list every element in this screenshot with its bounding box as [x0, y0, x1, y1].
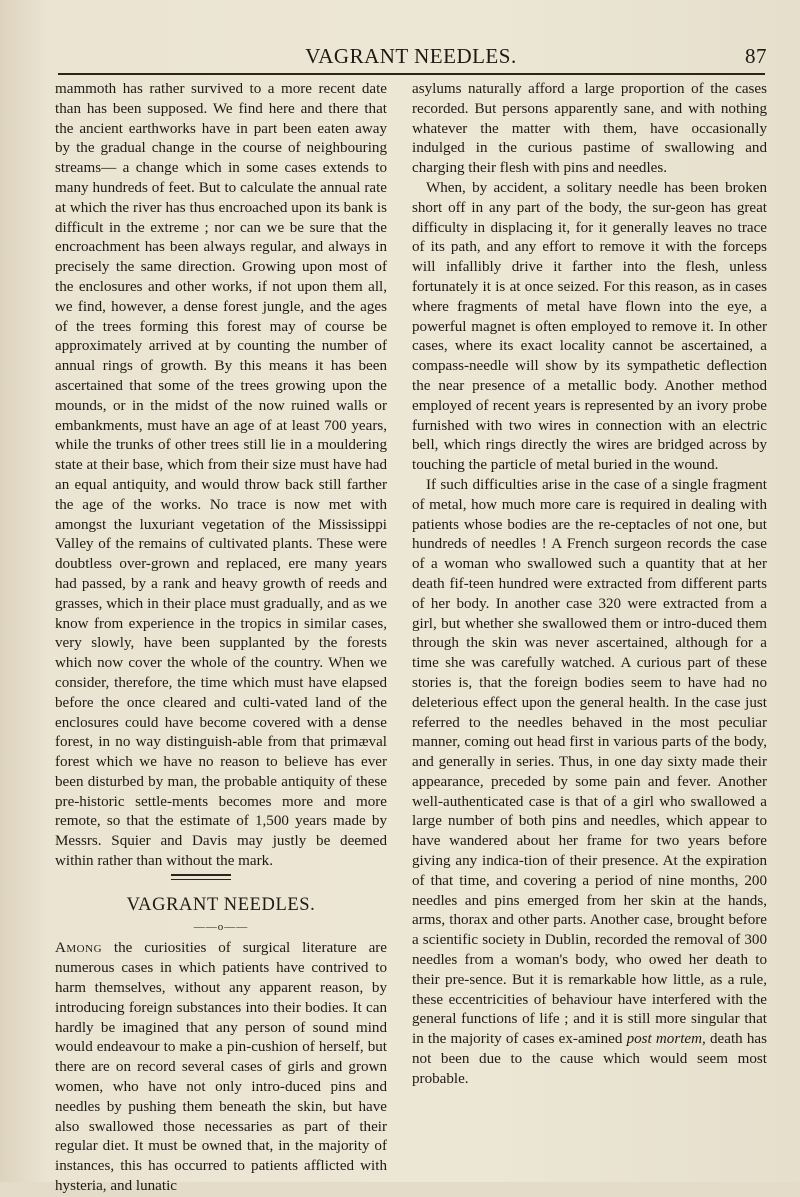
- right-paragraph-3: [412, 476, 767, 1090]
- section-title: VAGRANT NEEDLES.: [126, 894, 316, 915]
- page-number: 87: [745, 44, 767, 68]
- left-paragraph-2: [55, 939, 387, 1196]
- right-paragraph-3-text: If such difficulties arise in the case of a single fragment of metal, how much more care is required in dealing with patients whose bodies are the re-ceptacles of not one, but hundreds of needles ! A French surgeon records the case of a woman who swallowed such a quantity that at her death fif-teen hundred were extracted from different parts of her body. In another case 320 were extracted from a girl, but whether she swallowed them or intro-duced them through the skin was never ascertained, although for a time she was carefully watched. A curious part of these stories is, that the foreign bodies seem to have had no deleterious effect upon the general health. In the case just referred to the needles behaved in the most peculiar manner, coming out head first in various parts of the body, and generally in series. Thus, in one day sixty made their appearance, preceded by some pain and fever. Another well-authenticated case is that of a girl who swallowed a large number of both pins and needles, which appear to have wandered about her frame for two years before giving any indica-tion of their presence. At the expiration of that time, and covering a period of nine months, 200 needles and pins emerged from her skin at the hands, arms, thorax and other parts. Another case, brought before a scientific society in Dublin, recorded the removal of 300 needles from a woman's body, who owed her death to their pre-sence. But it is remarkable how little, as a rule, these eccentricities of behaviour have interfered with the general functions of life ; and it is still more singular that in the majority of cases ex-amined: [412, 476, 767, 1048]
- running-head: [55, 44, 767, 72]
- left-paragraph-1: mammoth has rather survived to a more recent date than has been supposed. We find here and there that the ancient earthworks have in part been eaten away by the gradual change in the course of neighbouring streams— a change which in some cases extends to many hundreds of feet. But to calculate the annual rate at which the river has thus encroached upon its bank is difficult in the extreme ; nor can we be sure that the encroachment has been always regular, and always in precisely the same direction. Growing upon most of the enclosures and other works, if not upon them all, we find, however, a dense forest jungle, and the ages of the trees forming this forest may of course be approximately arrived at by counting the number of annual rings of growth. By this means it has been ascertained that some of the trees growing upon the mounds, or in the midst of the now ruined walls or embankments, must have an age of at least 700 years, while the trunks of other trees still lie in a mouldering state at their base, which from their size must have had an equal antiquity, and would throw back still farther the age of the works. No trace is now met with amongst the luxuriant vegetation of the Mississippi Valley of the remains of cultivated plants. These were doubtless over-grown and replaced, ere many years had passed, by a rank and heavy growth of reeds and grasses, which in their place must gradually, and as we know from experience in the tropics in similar cases, very slowly, have been supplanted by the forests which now cover the whole of the country. When we consider, therefore, the time which must have elapsed before the once cleared and culti-vated land of the enclosures could have become covered with a dense forest, in no way distinguish-able from that primæval forest which we have no reason to believe has ever been disturbed by man, the probable antiquity of these pre-historic settle-ments becomes more and more remote, so that the estimate of 1,500 years made by Messrs. Squier and Davis may justly be deemed within rather than without the mark.: [55, 81, 387, 870]
- right-column: [412, 80, 767, 1090]
- left-paragraph-2-text: the curiosities of surgical literature are numerous cases in which patients have contrived to harm themselves, without any apparent reason, by introducing foreign substances into their bodies. It can hardly be imagined that any person of sound mind would endeavour to make a pin-cushion of herself, but there are on record several cases of girls and grown women, who have not only intro-duced pins and needles by pushing them beneath the skin, but have also swallowed those necessaries as part of their regular diet. It must be owned that, in the majority of instances, this has occurred to patients afflicted with hysteria, and lunatic: [55, 940, 387, 1195]
- post-mortem-italic: post mortem,: [626, 1031, 706, 1048]
- right-paragraph-1: asylums naturally afford a large proportion of the cases recorded. But persons apparently sane, and with nothing whatever the matter with them, have occasionally indulged in the curious pastime of swallowing and charging their flesh with pins and needles.: [412, 81, 767, 177]
- right-paragraph-3-end: death has not been due to the cause which would seem most probable.: [412, 1031, 767, 1087]
- header-rule: [58, 73, 765, 75]
- running-title: VAGRANT NEEDLES.: [305, 44, 517, 68]
- section-ornament: ——o——: [193, 920, 249, 933]
- section-end-rule: [171, 874, 231, 880]
- right-paragraph-2: When, by accident, a solitary needle has been broken short off in any part of the body, the sur-geon has great difficulty in displacing it, for it generally leaves no trace of its path, and any effort to remove it with the forceps will infallibly drive it farther into the flesh, unless fortunately it is at once seized. For this reason, as in cases where fragments of metal have flown into the eye, a powerful magnet is often employed to remove it. In other cases, where its exact locality cannot be ascertained, a compass-needle will show by its sympathetic deflection the near presence of a metallic body. Another method employed of recent years is represented by an ivory probe furnished with two wires in connection with an electric bell, which rings directly the wires are bridged across by touching the particle of metal buried in the wound.: [412, 179, 767, 474]
- lead-word: Among: [55, 940, 103, 957]
- left-column: [55, 80, 387, 1197]
